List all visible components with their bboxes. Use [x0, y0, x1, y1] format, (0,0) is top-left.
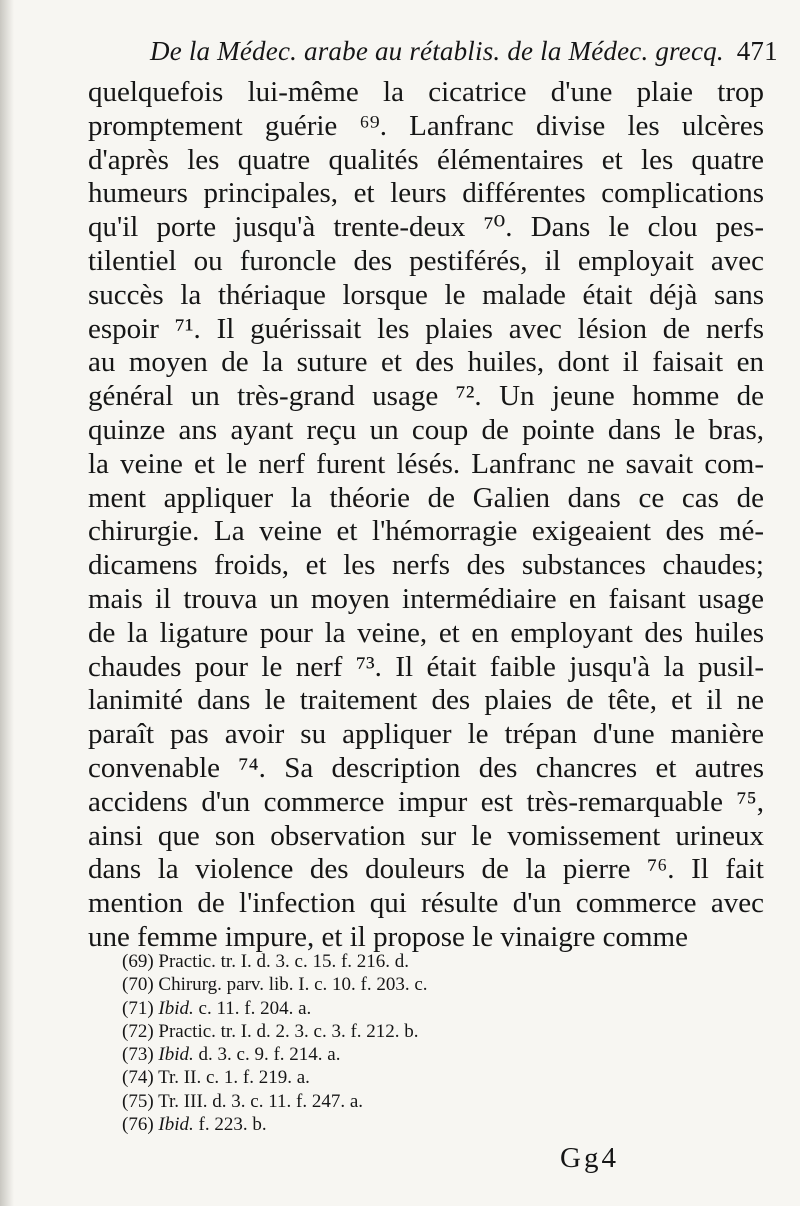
footnote-number: (69): [122, 951, 154, 972]
footnote: [122, 1043, 682, 1066]
text-line: succès la thériaque lorsque le malade était déjà sans: [88, 278, 764, 311]
footnote: [122, 973, 682, 996]
footnote: [122, 997, 682, 1020]
footnote: [122, 1020, 682, 1043]
footnote-text: c. 11. f. 204. a.: [198, 997, 312, 1019]
text-line: de la ligature pour la veine, et en employant des huiles: [88, 616, 764, 649]
text-line: la veine et le nerf furent lésés. Lanfranc ne savait com-: [88, 447, 764, 480]
text-line: général un très-grand usage ⁷². Un jeune homme de: [88, 380, 764, 413]
text-line: une femme impure, et il propose le vinaigre comme: [88, 920, 688, 953]
page-edge: [0, 0, 14, 1206]
footnote-text: Practic. tr. I. d. 3. c. 15. f. 216. d.: [158, 951, 410, 972]
text-line: espoir ⁷¹. Il guérissait les plaies avec lésion de nerfs: [88, 312, 764, 345]
text-line: promptement guérie ⁶⁹. Lanfranc divise les ulcères: [88, 109, 764, 142]
footnote-text: f. 223. b.: [198, 1114, 267, 1136]
running-title: De la Médec. arabe au rétablis. de la Médec. grecq.: [150, 36, 724, 66]
text-line: ainsi que son observation sur le vomissement urineux: [88, 819, 764, 852]
footnote-number: (74): [122, 1067, 154, 1089]
footnote-number: (75): [122, 1090, 154, 1112]
footnote-number: (72): [122, 1020, 154, 1042]
text-line: tilentiel ou furoncle des pestiférés, il employait avec: [88, 244, 764, 277]
footnote-text: Tr. II. c. 1. f. 219. a.: [158, 1067, 310, 1089]
text-line: au moyen de la suture et des huiles, dont il faisait en: [88, 346, 764, 379]
text-line: dans la violence des douleurs de la pierre ⁷⁶. Il fait: [88, 853, 764, 886]
footnote: [122, 1066, 682, 1089]
footnote-number: (76): [122, 1114, 154, 1136]
footnote-number: (71): [122, 997, 154, 1019]
footnote-text: Chirurg. parv. lib. I. c. 10. f. 203. c.: [158, 974, 428, 996]
body-text: [88, 76, 764, 955]
running-header: [150, 36, 780, 67]
text-line: qu'il porte jusqu'à trente-deux ⁷⁰. Dans le clou pes-: [88, 211, 764, 244]
text-line: accidens d'un commerce impur est très-remarquable ⁷⁵,: [88, 785, 764, 818]
signature-mark: Gg4: [560, 1142, 619, 1174]
text-line: quelquefois lui-même la cicatrice d'une plaie trop: [88, 76, 764, 108]
footnote-ibid: Ibid.: [158, 997, 194, 1019]
text-line: d'après les quatre qualités élémentaires et les quatre: [88, 143, 764, 176]
footnote: [122, 1090, 682, 1113]
text-line: chaudes pour le nerf ⁷³. Il était faible jusqu'à la pusil-: [88, 650, 764, 683]
text-line: paraît pas avoir su appliquer le trépan d'une manière: [88, 718, 764, 751]
footnote-text: Tr. III. d. 3. c. 11. f. 247. a.: [158, 1090, 364, 1112]
footnote-ibid: Ibid.: [158, 1114, 194, 1136]
footnotes: [122, 950, 682, 1136]
footnote-number: (73): [122, 1044, 154, 1066]
footnote-text: d. 3. c. 9. f. 214. a.: [198, 1044, 341, 1066]
footnote-text: Practic. tr. I. d. 2. 3. c. 3. f. 212. b.: [158, 1020, 419, 1042]
footnote-ibid: Ibid.: [158, 1044, 194, 1066]
text-line: convenable ⁷⁴. Sa description des chancres et autres: [88, 751, 764, 784]
text-line: chirurgie. La veine et l'hémorragie exigeaient des mé-: [88, 515, 764, 548]
footnote-number: (70): [122, 974, 154, 996]
text-line: quinze ans ayant reçu un coup de pointe dans le bras,: [88, 413, 764, 446]
page-number: 471: [736, 36, 778, 66]
footnote: [122, 950, 682, 973]
text-line: mais il trouva un moyen intermédiaire en faisant usage: [88, 582, 764, 615]
footnote: [122, 1113, 682, 1136]
text-line: dicamens froids, et les nerfs des substances chaudes;: [88, 549, 764, 582]
text-line: humeurs principales, et leurs différentes complications: [88, 177, 764, 210]
text-line: mention de l'infection qui résulte d'un commerce avec: [88, 887, 764, 920]
text-line: lanimité dans le traitement des plaies de tête, et il ne: [88, 684, 764, 717]
text-line: ment appliquer la théorie de Galien dans ce cas de: [88, 481, 764, 514]
